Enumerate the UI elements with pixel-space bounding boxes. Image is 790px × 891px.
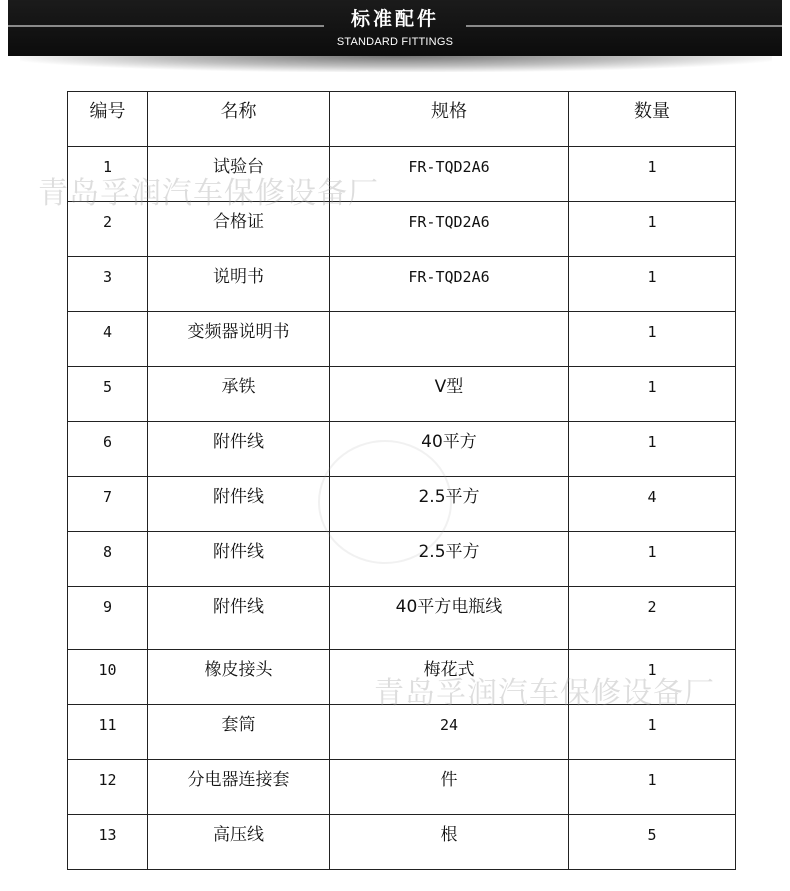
table-row — [68, 312, 736, 367]
cell-number: 3 — [68, 257, 148, 312]
cell-name: 套筒 — [148, 705, 330, 760]
table-row — [68, 477, 736, 532]
cell-name: 合格证 — [148, 202, 330, 257]
cell-spec: V型 — [330, 367, 569, 422]
cell-number: 5 — [68, 367, 148, 422]
table-row — [68, 202, 736, 257]
cell-name: 分电器连接套 — [148, 760, 330, 815]
page-title: 标准配件 — [350, 8, 439, 30]
cell-number: 11 — [68, 705, 148, 760]
cell-number: 1 — [68, 147, 148, 202]
cell-quantity: 1 — [569, 422, 736, 477]
cell-quantity: 1 — [569, 367, 736, 422]
cell-number: 12 — [68, 760, 148, 815]
cell-spec: 根 — [330, 815, 569, 870]
spec-primary: 40平方 — [395, 597, 452, 617]
table-row — [68, 257, 736, 312]
cell-quantity: 1 — [569, 312, 736, 367]
cell-name: 附件线 — [148, 587, 330, 650]
cell-number: 9 — [68, 587, 148, 650]
cell-number: 10 — [68, 650, 148, 705]
cell-quantity: 1 — [569, 257, 736, 312]
cell-spec: FR-TQD2A6 — [330, 202, 569, 257]
cell-spec: 2.5平方 — [330, 532, 569, 587]
column-header-number: 编号 — [68, 92, 148, 147]
table-row — [68, 705, 736, 760]
cell-name: 附件线 — [148, 477, 330, 532]
cell-quantity: 1 — [569, 532, 736, 587]
cell-spec — [330, 312, 569, 367]
cell-number: 13 — [68, 815, 148, 870]
column-header-quantity: 数量 — [569, 92, 736, 147]
cell-number: 8 — [68, 532, 148, 587]
cell-name: 变频器说明书 — [148, 312, 330, 367]
page-subtitle: STANDARD FITTINGS — [336, 36, 454, 48]
cell-spec: 2.5平方 — [330, 477, 569, 532]
cell-quantity: 1 — [569, 202, 736, 257]
table-row — [68, 815, 736, 870]
banner-divider-right — [466, 25, 782, 27]
fittings-table — [67, 91, 736, 870]
cell-name: 说明书 — [148, 257, 330, 312]
banner-shadow — [20, 56, 772, 72]
cell-number: 4 — [68, 312, 148, 367]
table-row — [68, 367, 736, 422]
banner-divider-left — [8, 25, 324, 27]
cell-name: 高压线 — [148, 815, 330, 870]
cell-spec: 40平方 — [330, 422, 569, 477]
cell-name: 承铁 — [148, 367, 330, 422]
table-row — [68, 147, 736, 202]
cell-quantity: 1 — [569, 760, 736, 815]
table-row — [68, 532, 736, 587]
cell-quantity: 1 — [569, 650, 736, 705]
cell-spec — [330, 587, 569, 650]
watermark-text: 青岛孚润汽车保修设备厂 — [374, 676, 715, 711]
cell-quantity: 4 — [569, 477, 736, 532]
spec-secondary: 电瓶线 — [451, 597, 503, 617]
cell-name: 附件线 — [148, 422, 330, 477]
cell-quantity: 2 — [569, 587, 736, 650]
cell-name: 附件线 — [148, 532, 330, 587]
cell-quantity: 1 — [569, 147, 736, 202]
cell-spec: 件 — [330, 760, 569, 815]
cell-number: 7 — [68, 477, 148, 532]
table-row — [68, 650, 736, 705]
table-row — [68, 587, 736, 650]
cell-number: 2 — [68, 202, 148, 257]
table-row — [68, 422, 736, 477]
cell-name: 试验台 — [148, 147, 330, 202]
cell-spec: 梅花式 — [330, 650, 569, 705]
cell-spec: FR-TQD2A6 — [330, 147, 569, 202]
cell-quantity: 5 — [569, 815, 736, 870]
cell-spec: FR-TQD2A6 — [330, 257, 569, 312]
column-header-spec: 规格 — [330, 92, 569, 147]
cell-spec: 24 — [330, 705, 569, 760]
cell-number: 6 — [68, 422, 148, 477]
table-header-row — [68, 92, 736, 147]
cell-quantity: 1 — [569, 705, 736, 760]
column-header-name: 名称 — [148, 92, 330, 147]
cell-name: 橡皮接头 — [148, 650, 330, 705]
watermark-text: 青岛孚润汽车保修设备厂 — [38, 176, 379, 211]
table-row — [68, 760, 736, 815]
